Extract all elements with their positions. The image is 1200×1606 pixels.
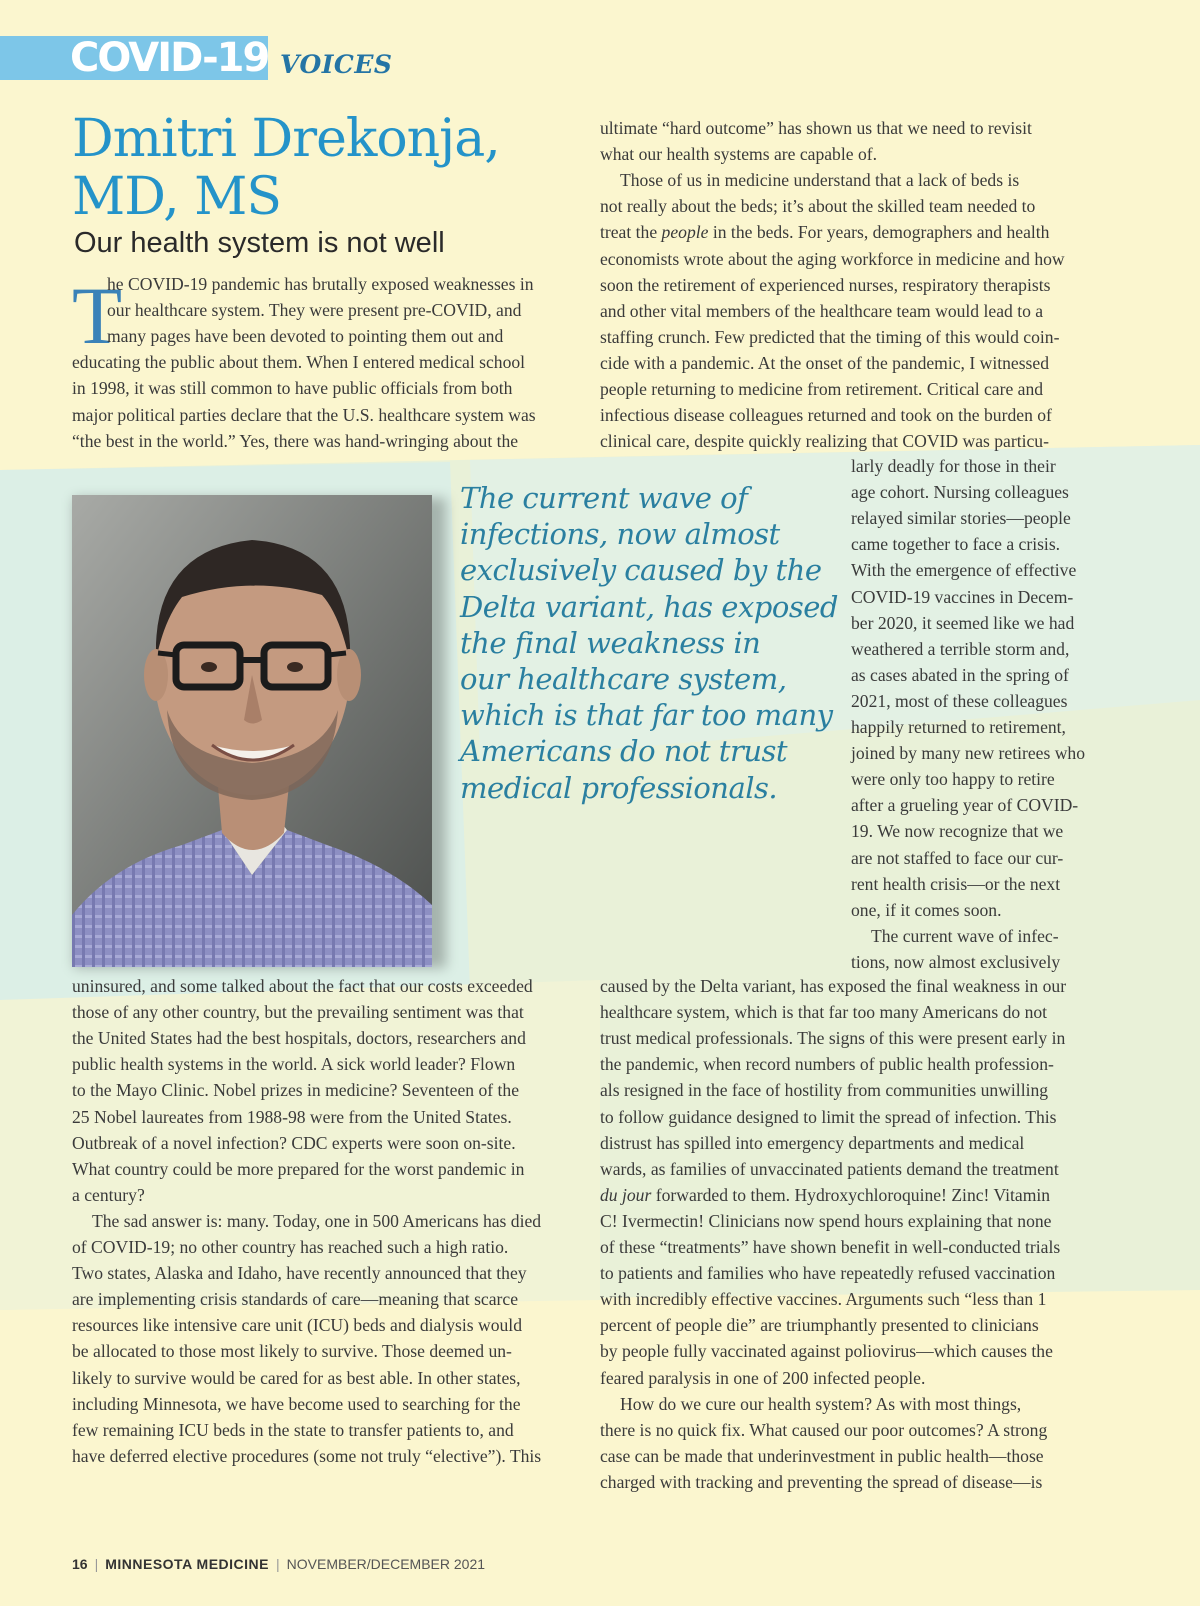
text-line: soon the retirement of experienced nurses, respiratory therapists bbox=[600, 274, 1051, 295]
text-line: treat the people in the beds. For years, demographers and health bbox=[600, 222, 1050, 243]
text-line: With the emergence of effective bbox=[851, 560, 1077, 581]
text-line: age cohort. Nursing colleagues bbox=[851, 482, 1069, 503]
text-line: are not staffed to face our cur- bbox=[851, 847, 1064, 868]
pull-quote-line: Americans do not trust bbox=[460, 734, 788, 769]
pull-quote-line: the final weakness in bbox=[460, 625, 761, 660]
pull-quote-line: which is that far too many bbox=[460, 698, 833, 733]
text-line: as cases abated in the spring of bbox=[851, 664, 1069, 685]
text-line: trust medical professionals. The signs of this were present early in bbox=[600, 1028, 1066, 1049]
text-line: 19. We now recognize that we bbox=[851, 821, 1064, 842]
text-line: Outbreak of a novel infection? CDC experts were soon on-site. bbox=[72, 1132, 516, 1153]
footer-separator: | bbox=[276, 1556, 280, 1572]
text-line: ultimate “hard outcome” has shown us that we need to revisit bbox=[600, 118, 1032, 138]
pull-quote-line: The current wave of bbox=[460, 481, 748, 515]
text-line: feared paralysis in one of 200 infected people. bbox=[600, 1367, 926, 1388]
publication-name: MINNESOTA MEDICINE bbox=[105, 1556, 269, 1572]
text-line: caused by the Delta variant, has exposed the final weakness in our bbox=[600, 976, 1067, 996]
text-line: clinical care, despite quickly realizing that COVID was particu- bbox=[600, 431, 1049, 452]
section-title: COVID-19 bbox=[70, 35, 269, 81]
text-line: educating the public about them. When I entered medical school bbox=[72, 352, 526, 373]
text-line: Two states, Alaska and Idaho, have recently announced that they bbox=[72, 1263, 527, 1284]
text-line: percent of people die” are triumphantly presented to clinicians bbox=[600, 1315, 1039, 1336]
article-subtitle: Our health system is not well bbox=[74, 227, 445, 259]
text-line: are implementing crisis standards of care—meaning that scarce bbox=[72, 1289, 519, 1310]
text-line: be allocated to those most likely to survive. Those deemed un- bbox=[72, 1341, 512, 1362]
text-line: healthcare system, which is that far too many Americans do not bbox=[600, 1002, 1048, 1023]
issue-date: NOVEMBER/DECEMBER 2021 bbox=[286, 1556, 486, 1572]
text-line: rent health crisis—or the next bbox=[851, 873, 1061, 894]
text-line: infectious disease colleagues returned and took on the burden of bbox=[600, 405, 1052, 426]
author-photo bbox=[72, 495, 432, 967]
text-line: ber 2020, it seemed like we had bbox=[851, 612, 1075, 633]
text-line: after a grueling year of COVID- bbox=[851, 795, 1079, 816]
text-line: 25 Nobel laureates from 1988-98 were from the United States. bbox=[72, 1106, 512, 1127]
text-line: to follow guidance designed to limit the spread of infection. This bbox=[600, 1106, 1057, 1127]
text-line: the pandemic, when record numbers of public health profession- bbox=[600, 1054, 1054, 1075]
text-line: by people fully vaccinated against poliovirus—which causes the bbox=[600, 1341, 1053, 1362]
text-line: a century? bbox=[72, 1184, 145, 1205]
text-line: with incredibly effective vaccines. Arguments such “less than 1 bbox=[600, 1289, 1047, 1310]
text-line: als resigned in the face of hostility from communities unwilling bbox=[600, 1080, 1049, 1101]
text-line: happily returned to retirement, bbox=[851, 717, 1066, 737]
author-name: Dmitri Drekonja, MD, MS bbox=[72, 109, 500, 227]
text-line: The sad answer is: many. Today, one in 500 Americans has died bbox=[92, 1210, 542, 1231]
text-line: economists wrote about the aging workforce in medicine and how bbox=[600, 248, 1065, 269]
text-line: COVID-19 vaccines in Decem- bbox=[851, 586, 1074, 607]
text-line: the United States had the best hospitals, doctors, researchers and bbox=[72, 1028, 526, 1049]
emphasis: people bbox=[661, 222, 709, 243]
text-line: of COVID-19; no other country has reached such a high ratio. bbox=[72, 1237, 509, 1257]
text-line: came together to face a crisis. bbox=[851, 534, 1061, 555]
text-line: he COVID-19 pandemic has brutally exposed weaknesses in bbox=[107, 274, 534, 294]
pull-quote-line: exclusively caused by the bbox=[460, 553, 822, 588]
text-line: were only too happy to retire bbox=[851, 769, 1055, 790]
text-line: to the Mayo Clinic. Nobel prizes in medicine? Seventeen of the bbox=[72, 1080, 520, 1101]
text-line: have deferred elective procedures (some not truly “elective”). This bbox=[72, 1445, 542, 1466]
text-line: and other vital members of the healthcare team would lead to a bbox=[600, 300, 1044, 321]
text-line: in 1998, it was still common to have public officials from both bbox=[72, 378, 513, 399]
text-line: larly deadly for those in their bbox=[851, 456, 1056, 476]
text-line: including Minnesota, we have become used to searching for the bbox=[72, 1393, 521, 1414]
text-line: du jour forwarded to them. Hydroxychloroquine! Zinc! Vitamin bbox=[600, 1184, 1051, 1205]
text-line: staffing crunch. Few predicted that the timing of this would coin- bbox=[600, 326, 1060, 347]
text-line: case can be made that underinvestment in public health—those bbox=[600, 1445, 1044, 1466]
text-line: public health systems in the world. A sick world leader? Flown bbox=[72, 1054, 516, 1075]
text-line: our healthcare system. They were present pre-COVID, and bbox=[107, 300, 522, 321]
text-line: tions, now almost exclusively bbox=[851, 951, 1061, 972]
pull-quote-line: medical professionals. bbox=[460, 770, 778, 805]
text-line: likely to survive would be cared for as best able. In other states, bbox=[72, 1367, 521, 1388]
text-line: C! Ivermectin! Clinicians now spend hours explaining that none bbox=[600, 1210, 1052, 1231]
text-line: weathered a terrible storm and, bbox=[851, 638, 1070, 659]
text-line: to patients and families who have repeatedly refused vaccination bbox=[600, 1263, 1056, 1284]
text-line: How do we cure our health system? As with most things, bbox=[620, 1393, 1022, 1414]
pull-quote-line: our healthcare system, bbox=[460, 662, 787, 696]
text-line: relayed similar stories—people bbox=[851, 508, 1071, 529]
text-line: people returning to medicine from retirement. Critical care and bbox=[600, 379, 1044, 399]
text-line: wards, as families of unvaccinated patients demand the treatment bbox=[600, 1158, 1059, 1179]
text-line: What country could be more prepared for the worst pandemic in bbox=[72, 1158, 525, 1179]
text-line: charged with tracking and preventing the spread of disease—is bbox=[600, 1471, 1043, 1492]
text-line: 2021, most of these colleagues bbox=[851, 690, 1068, 711]
text-line: “the best in the world.” Yes, there was hand-wringing about the bbox=[72, 430, 519, 451]
text-line: resources like intensive care unit (ICU) beds and dialysis would bbox=[72, 1315, 522, 1336]
text-line: of these “treatments” have shown benefit in well-conducted trials bbox=[600, 1237, 1061, 1257]
section-subtitle: VOICES bbox=[280, 50, 393, 79]
text-line: there is no quick fix. What caused our poor outcomes? A strong bbox=[600, 1419, 1048, 1440]
text-line: uninsured, and some talked about the fact that our costs exceeded bbox=[72, 976, 533, 996]
page-footer bbox=[72, 1555, 485, 1573]
text-line: not really about the beds; it’s about the skilled team needed to bbox=[600, 196, 1036, 217]
text-line: distrust has spilled into emergency departments and medical bbox=[600, 1132, 1025, 1153]
emphasis: du jour bbox=[600, 1184, 652, 1205]
text-line: joined by many new retirees who bbox=[851, 743, 1086, 764]
text-line: what our health systems are capable of. bbox=[600, 144, 877, 165]
pull-quote-line: Delta variant, has exposed bbox=[460, 589, 838, 624]
drop-cap: T bbox=[72, 270, 123, 361]
text-line: Those of us in medicine understand that a lack of beds is bbox=[620, 170, 1020, 191]
text-line: many pages have been devoted to pointing them out and bbox=[107, 326, 504, 347]
pull-quote-line: infections, now almost bbox=[460, 517, 780, 552]
text-line: few remaining ICU beds in the state to transfer patients to, and bbox=[72, 1419, 514, 1440]
text-line: The current wave of infec- bbox=[871, 925, 1059, 946]
text-line: cide with a pandemic. At the onset of the pandemic, I witnessed bbox=[600, 352, 1050, 373]
footer-separator: | bbox=[94, 1556, 99, 1572]
text-line: major political parties declare that the U.S. healthcare system was bbox=[72, 404, 536, 425]
text-line: those of any other country, but the prevailing sentiment was that bbox=[72, 1002, 524, 1023]
page-number: 16 bbox=[72, 1556, 88, 1572]
text-line: one, if it comes soon. bbox=[851, 899, 1002, 920]
